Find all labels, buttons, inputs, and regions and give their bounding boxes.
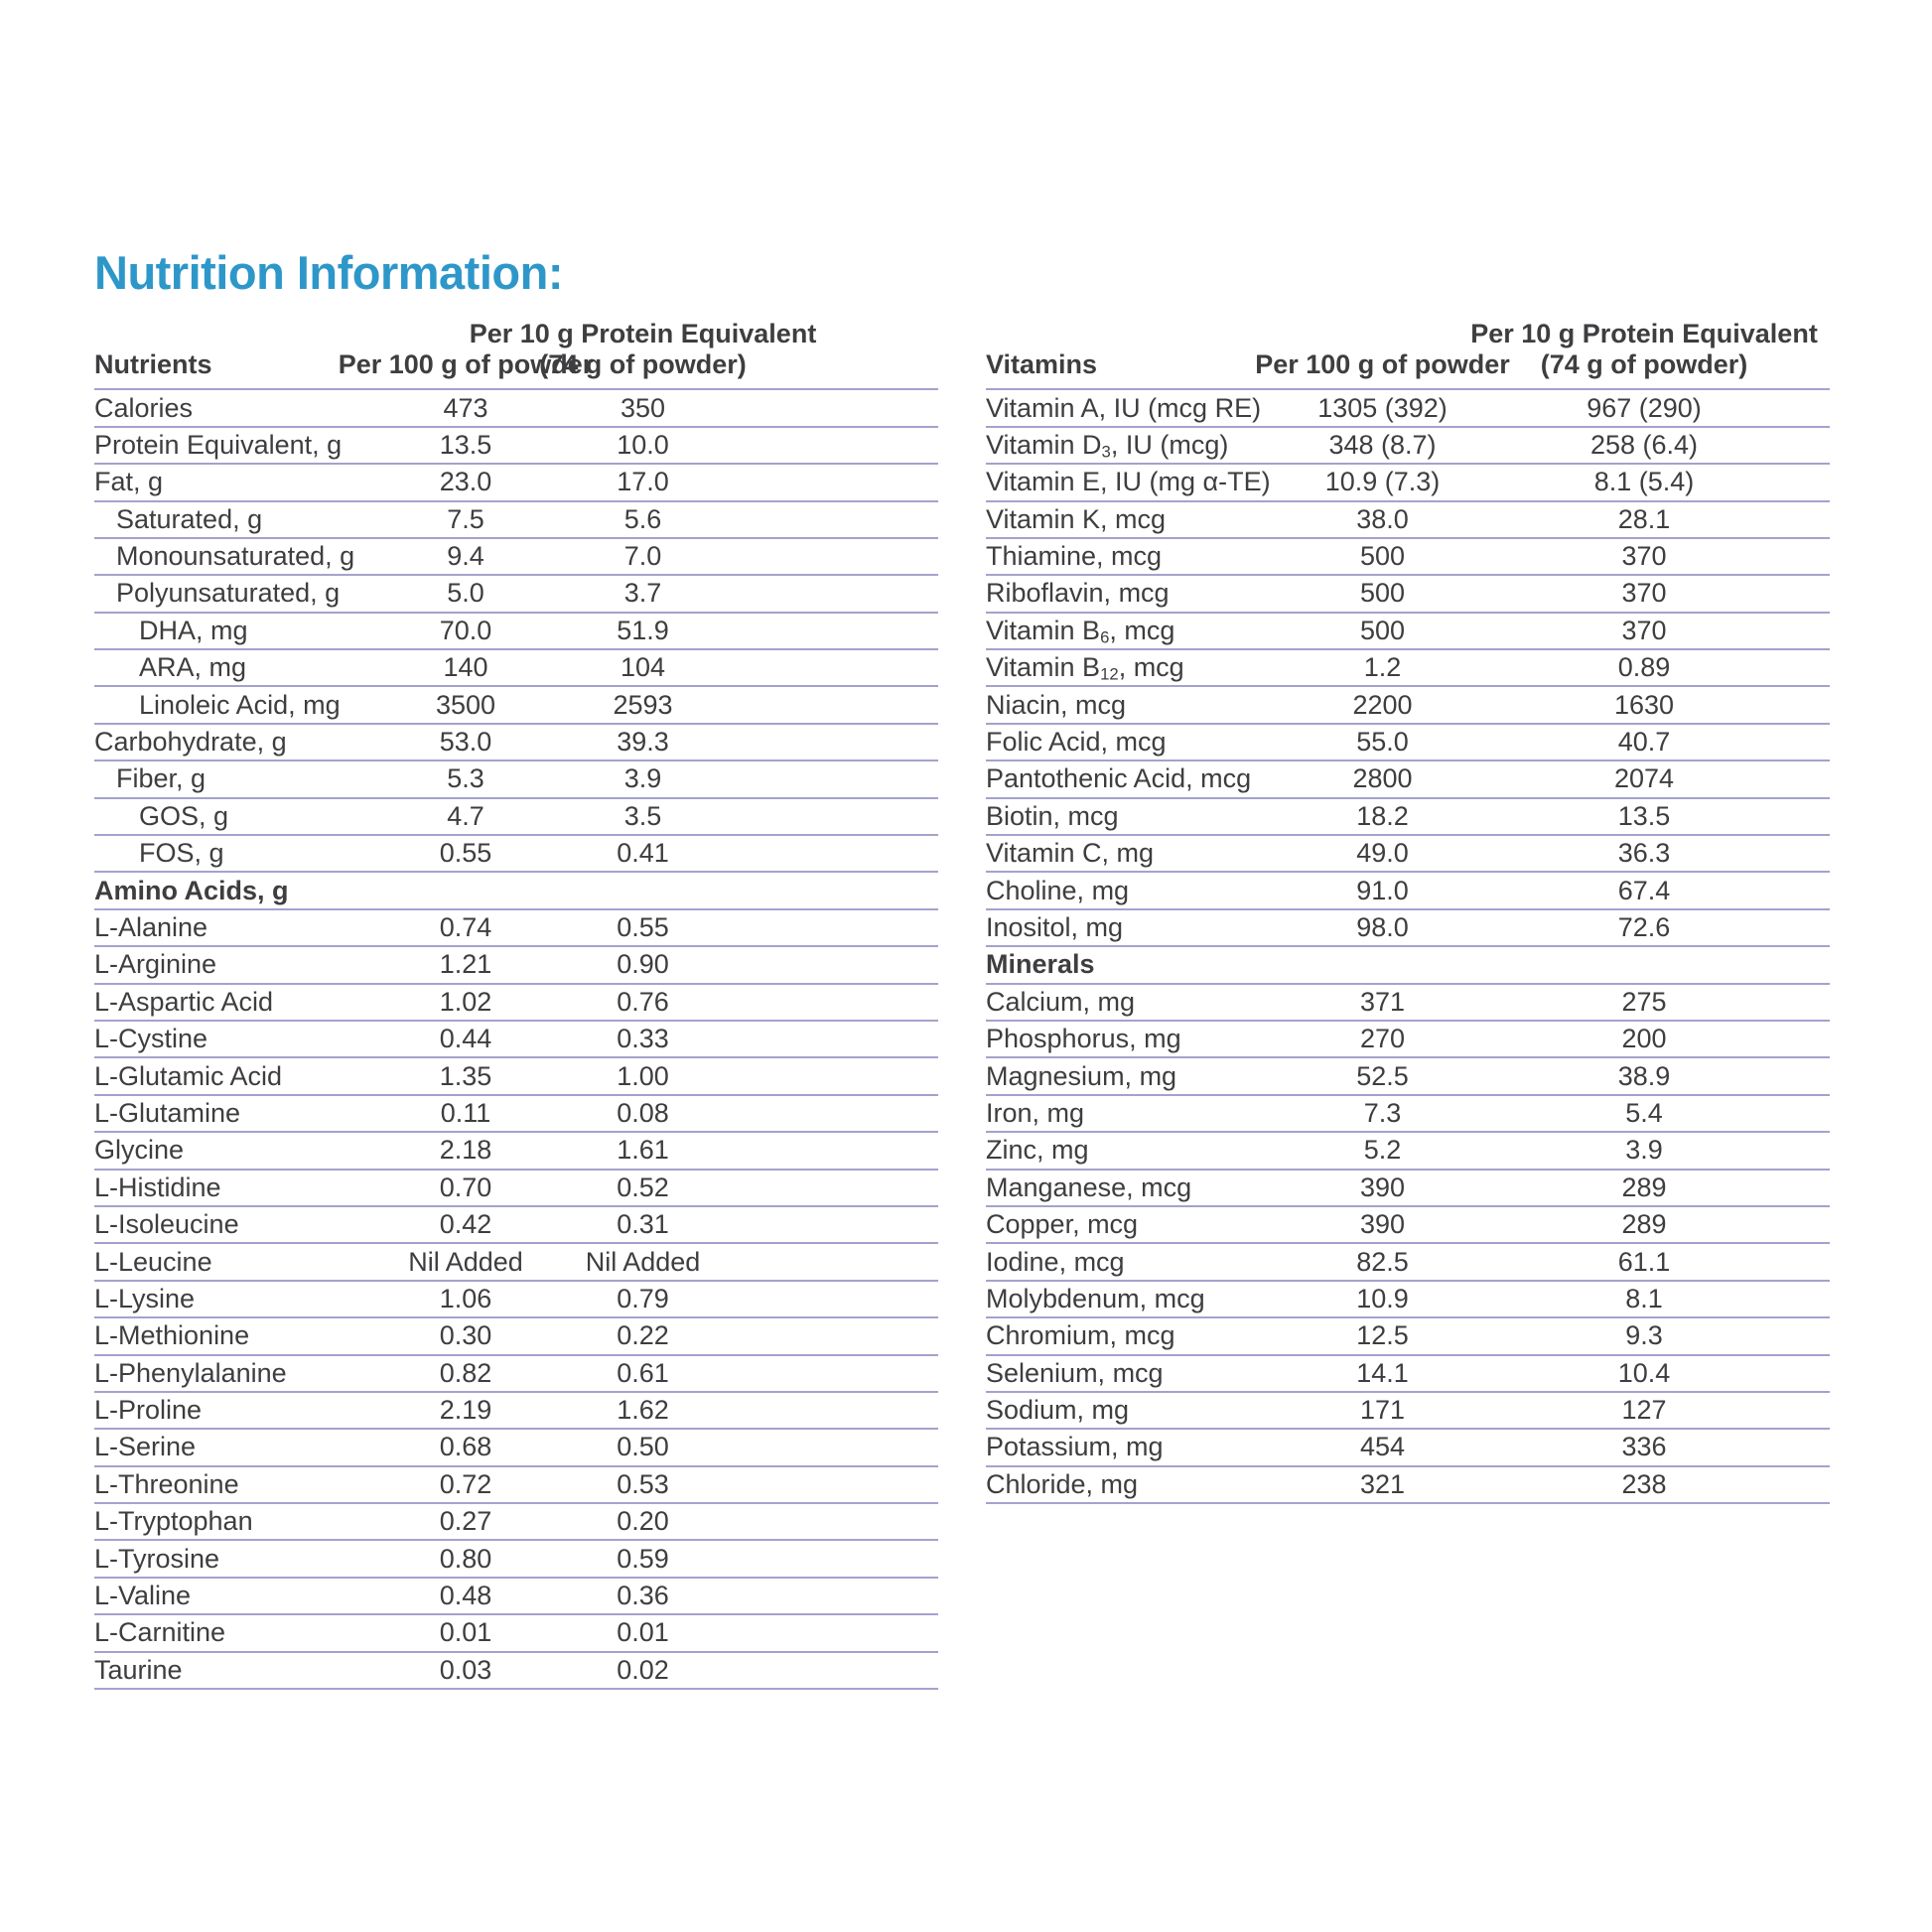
value-per-10g-protein: 0.61 [617,1357,669,1388]
value-per-10g-protein: 3.5 [623,800,662,831]
row-label: DHA, mg [139,615,248,645]
value-per-10g-protein: 0.08 [617,1097,669,1128]
value-per-100g: 500 [1359,615,1406,645]
value-per-10g-protein: 336 [1621,1432,1667,1462]
nutrition-information-panel [94,248,1842,1690]
row-label: L-Phenylalanine [94,1357,287,1388]
value-per-10g-protein: 8.1 [1625,1283,1663,1313]
value-per-10g-protein: 39.3 [617,727,669,758]
table-row [94,1318,938,1355]
table-row [986,465,1830,501]
value-per-100g: 390 [1359,1172,1406,1202]
table-row [94,1022,938,1058]
row-label: Iodine, mcg [986,1246,1125,1277]
row-label: L-Leucine [94,1246,212,1277]
table-row [94,1282,938,1318]
value-per-100g: 0.27 [439,1506,492,1537]
table-row [986,873,1830,909]
vitamins-minerals-table [986,309,1830,1504]
table-row [986,1430,1830,1466]
row-label: L-Lysine [94,1283,196,1313]
table-row [986,1318,1830,1355]
table-row [986,428,1830,465]
value-per-10g-protein: 5.4 [1625,1097,1663,1128]
value-per-100g: 0.42 [439,1209,492,1240]
value-per-100g: 70.0 [439,615,492,645]
value-per-100g: 49.0 [1356,838,1409,869]
value-per-100g: 0.48 [439,1581,492,1611]
value-per-10g-protein: 72.6 [1617,912,1671,942]
row-label: FOS, g [139,838,224,869]
row-label: Manganese, mcg [986,1172,1192,1202]
row-label: L-Glutamine [94,1097,241,1128]
value-per-100g: 52.5 [1356,1060,1409,1091]
table-row [94,650,938,687]
row-label: L-Arginine [94,949,217,980]
table-row [986,390,1830,427]
value-per-10g-protein: 2074 [1613,763,1675,794]
value-per-100g: 0.82 [439,1357,492,1388]
table-row [986,985,1830,1022]
table-row [94,1096,938,1133]
value-per-100g: 53.0 [439,727,492,758]
col-header-per-10g-protein: Per 10 g Protein Equivalent (74 g of powder) [469,318,817,380]
value-per-10g-protein: 0.89 [1617,652,1671,683]
value-per-10g-protein: 3.9 [1625,1135,1663,1166]
row-label: Iron, mg [986,1097,1085,1128]
value-per-10g-protein: 10.4 [1617,1357,1671,1388]
value-per-100g: 18.2 [1356,800,1409,831]
section-header-row [986,947,1830,984]
value-per-100g: 140 [443,652,488,683]
table-row [986,1058,1830,1095]
row-label: L-Valine [94,1581,192,1611]
value-per-10g-protein: 289 [1621,1172,1667,1202]
value-per-100g: 0.03 [439,1654,492,1685]
row-label: Calcium, mg [986,986,1136,1017]
value-per-100g: 0.30 [439,1320,492,1351]
value-per-100g: 1.35 [439,1060,492,1091]
value-per-100g: Nil Added [408,1246,523,1277]
row-label: Linoleic Acid, mg [139,689,341,720]
table-row [94,761,938,798]
table-row [986,799,1830,836]
table-row [94,1207,938,1244]
value-per-100g: 13.5 [439,429,492,460]
value-per-100g: 10.9 (7.3) [1324,467,1441,497]
row-label: L-Methionine [94,1320,250,1351]
table-row [94,1356,938,1393]
value-per-10g-protein: 10.0 [617,429,669,460]
value-per-10g-protein: 967 (290) [1587,392,1702,423]
value-per-10g-protein: 0.90 [617,949,669,980]
table-row [986,1244,1830,1281]
row-label: Folic Acid, mcg [986,727,1167,758]
row-label: Protein Equivalent, g [94,429,343,460]
value-per-100g: 5.3 [447,763,484,794]
value-per-100g: 5.2 [1363,1135,1402,1166]
col-header-per-10g-protein: Per 10 g Protein Equivalent (74 g of powder) [1470,318,1818,380]
table-row [986,1393,1830,1430]
value-per-100g: 500 [1359,541,1406,572]
value-per-10g-protein: 0.79 [617,1283,669,1313]
value-per-100g: 9.4 [447,541,484,572]
value-per-10g-protein: 5.6 [623,503,662,534]
row-label: Biotin, mcg [986,800,1119,831]
section-header-row [94,873,938,909]
col-header-vitamins: Vitamins [986,349,1098,380]
value-per-100g: 473 [443,392,488,423]
table-row [986,1096,1830,1133]
table-row [986,910,1830,947]
table-row [94,687,938,724]
table-row [94,576,938,613]
value-per-10g-protein: 67.4 [1617,875,1671,905]
value-per-100g: 0.44 [439,1024,492,1054]
row-label: L-Alanine [94,912,208,942]
row-label: ARA, mg [139,652,247,683]
value-per-100g: 0.11 [440,1097,491,1128]
value-per-100g: 1305 (392) [1317,392,1448,423]
value-per-10g-protein: 238 [1621,1468,1667,1499]
value-per-10g-protein: 200 [1621,1024,1667,1054]
value-per-100g: 0.01 [439,1617,492,1648]
table-row [986,1171,1830,1207]
value-per-10g-protein: 0.41 [617,838,669,869]
value-per-10g-protein: 2593 [613,689,673,720]
value-per-10g-protein: 0.53 [617,1468,669,1499]
row-label: Fat, g [94,467,164,497]
row-label: Chromium, mcg [986,1320,1175,1351]
value-per-10g-protein: Nil Added [585,1246,701,1277]
value-per-100g: 2.19 [439,1395,492,1426]
row-label: Minerals [986,949,1095,980]
value-per-10g-protein: 0.01 [617,1617,669,1648]
table-row [986,687,1830,724]
value-per-10g-protein: 0.59 [617,1543,669,1574]
vitamins-table-header [986,309,1830,388]
vitamins-table-body [986,388,1830,1504]
row-label: L-Serine [94,1432,197,1462]
value-per-10g-protein: 0.33 [617,1024,669,1054]
value-per-10g-protein: 275 [1621,986,1667,1017]
row-label: Thiamine, mcg [986,541,1163,572]
table-row [94,539,938,576]
value-per-10g-protein: 0.22 [617,1320,669,1351]
row-label: L-Isoleucine [94,1209,239,1240]
value-per-100g: 1.2 [1363,652,1402,683]
value-per-100g: 2800 [1352,763,1413,794]
value-per-10g-protein: 40.7 [1617,727,1671,758]
row-label: L-Carnitine [94,1617,226,1648]
table-row [94,1541,938,1578]
row-label: L-Proline [94,1395,203,1426]
value-per-100g: 55.0 [1356,727,1409,758]
value-per-100g: 0.74 [439,912,492,942]
row-label: Niacin, mcg [986,689,1127,720]
value-per-10g-protein: 1630 [1613,689,1675,720]
value-per-10g-protein: 0.20 [617,1506,669,1537]
row-label: Vitamin K, mcg [986,503,1167,534]
table-row [94,1058,938,1095]
row-label: L-Aspartic Acid [94,986,274,1017]
value-per-10g-protein: 289 [1621,1209,1667,1240]
table-row [94,428,938,465]
value-per-10g-protein: 0.52 [617,1172,669,1202]
value-per-10g-protein: 0.36 [617,1581,669,1611]
row-label: Riboflavin, mcg [986,578,1170,609]
table-row [94,985,938,1022]
row-label: L-Threonine [94,1468,239,1499]
row-label: Monounsaturated, g [116,541,355,572]
row-label: Polyunsaturated, g [116,578,341,609]
value-per-100g: 0.70 [439,1172,492,1202]
table-row [94,1467,938,1504]
value-per-100g: 1.21 [439,949,492,980]
table-row [986,576,1830,613]
row-label: Vitamin E, IU (mg α-TE) [986,467,1271,497]
table-row [94,465,938,501]
row-label: L-Glutamic Acid [94,1060,283,1091]
table-row [94,947,938,984]
table-row [986,761,1830,798]
table-row [986,1282,1830,1318]
value-per-100g: 14.1 [1356,1357,1409,1388]
value-per-100g: 1.06 [439,1283,492,1313]
table-row [94,1171,938,1207]
value-per-10g-protein: 370 [1621,541,1667,572]
col-header-per-100g: Per 100 g of powder [1255,349,1510,380]
row-label: Pantothenic Acid, mcg [986,763,1252,794]
row-label: GOS, g [139,800,229,831]
value-per-100g: 38.0 [1356,503,1409,534]
value-per-10g-protein: 17.0 [617,467,669,497]
table-row [94,910,938,947]
row-label: Glycine [94,1135,185,1166]
value-per-100g: 390 [1359,1209,1406,1240]
nutrients-table-body [94,388,938,1690]
table-row [94,502,938,539]
table-row [94,1615,938,1652]
table-row [94,1504,938,1541]
table-row [986,1207,1830,1244]
row-label: Selenium, mcg [986,1357,1164,1388]
value-per-10g-protein: 350 [620,392,666,423]
table-row [986,725,1830,761]
value-per-100g: 0.72 [439,1468,492,1499]
row-label: Vitamin $B_{12}$, mcg [986,652,1184,684]
table-row [94,390,938,427]
table-row [94,1579,938,1615]
row-label: Choline, mg [986,875,1130,905]
row-label: Zinc, mg [986,1135,1089,1166]
value-per-10g-protein: 0.02 [617,1654,669,1685]
value-per-100g: 321 [1359,1468,1406,1499]
row-label: Calories [94,392,194,423]
nutrients-table [94,309,938,1690]
row-label: Inositol, mg [986,912,1124,942]
table-row [986,1022,1830,1058]
value-per-100g: 91.0 [1356,875,1409,905]
value-per-100g: 2.18 [439,1135,492,1166]
value-per-100g: 10.9 [1356,1283,1409,1313]
value-per-100g: 270 [1359,1024,1406,1054]
row-label: Carbohydrate, g [94,727,287,758]
row-label: Amino Acids, g [94,875,289,905]
col-header-per-100g: Per 100 g of powder [338,349,594,380]
table-row [986,539,1830,576]
row-label: Saturated, g [116,503,263,534]
value-per-10g-protein: 61.1 [1617,1246,1671,1277]
value-per-10g-protein: 1.61 [617,1135,669,1166]
nutrients-table-header [94,309,938,388]
row-label: Vitamin A, IU (mcg RE) [986,392,1262,423]
value-per-10g-protein: 51.9 [617,615,669,645]
table-row [986,1467,1830,1504]
value-per-10g-protein: 9.3 [1625,1320,1663,1351]
value-per-100g: 3500 [435,689,496,720]
row-label: Fiber, g [116,763,207,794]
row-label: Magnesium, mg [986,1060,1177,1091]
table-row [94,1244,938,1281]
table-row [94,614,938,650]
value-per-10g-protein: 127 [1621,1395,1667,1426]
value-per-10g-protein: 3.9 [623,763,662,794]
table-row [94,1133,938,1170]
value-per-10g-protein: 258 (6.4) [1589,429,1699,460]
row-label: Chloride, mg [986,1468,1139,1499]
table-row [986,650,1830,687]
value-per-10g-protein: 38.9 [1617,1060,1671,1091]
row-label: Sodium, mg [986,1395,1130,1426]
value-per-100g: 98.0 [1356,912,1409,942]
value-per-10g-protein: 0.50 [617,1432,669,1462]
table-row [94,1430,938,1466]
row-label: Molybdenum, mcg [986,1283,1205,1313]
table-row [986,836,1830,873]
table-row [986,1356,1830,1393]
table-row [986,502,1830,539]
value-per-100g: 82.5 [1356,1246,1409,1277]
row-label: L-Tryptophan [94,1506,253,1537]
value-per-10g-protein: 370 [1621,578,1667,609]
row-label: Taurine [94,1654,183,1685]
value-per-100g: 7.3 [1363,1097,1402,1128]
value-per-100g: 371 [1359,986,1406,1017]
row-label: Phosphorus, mg [986,1024,1181,1054]
value-per-100g: 12.5 [1356,1320,1409,1351]
row-label: Vitamin $B_6$, mcg [986,615,1175,647]
value-per-100g: 171 [1359,1395,1406,1426]
value-per-10g-protein: 0.76 [617,986,669,1017]
value-per-100g: 2200 [1352,689,1413,720]
value-per-100g: 7.5 [447,503,484,534]
value-per-10g-protein: 36.3 [1617,838,1671,869]
value-per-100g: 500 [1359,578,1406,609]
row-label: L-Tyrosine [94,1543,220,1574]
row-label: Copper, mcg [986,1209,1139,1240]
value-per-10g-protein: 0.55 [617,912,669,942]
value-per-10g-protein: 13.5 [1617,800,1671,831]
value-per-100g: 0.80 [439,1543,492,1574]
value-per-100g: 0.68 [439,1432,492,1462]
value-per-100g: 454 [1359,1432,1406,1462]
value-per-100g: 0.55 [439,838,492,869]
row-label: L-Histidine [94,1172,221,1202]
value-per-100g: 348 (8.7) [1328,429,1437,460]
table-row [94,799,938,836]
value-per-10g-protein: 8.1 (5.4) [1593,467,1695,497]
value-per-10g-protein: 0.31 [617,1209,669,1240]
page-title: Nutrition Information: [94,246,563,299]
table-row [94,725,938,761]
tables-container [94,309,1842,1690]
row-label: Vitamin C, mg [986,838,1155,869]
value-per-10g-protein: 1.62 [617,1395,669,1426]
value-per-10g-protein: 7.0 [623,541,662,572]
value-per-100g: 1.02 [439,986,492,1017]
value-per-10g-protein: 28.1 [1617,503,1671,534]
value-per-100g: 4.7 [447,800,484,831]
row-label: Potassium, mg [986,1432,1164,1462]
table-row [94,836,938,873]
table-row [94,1393,938,1430]
table-row [94,1653,938,1690]
value-per-10g-protein: 370 [1621,615,1667,645]
row-label: L-Cystine [94,1024,208,1054]
table-row [986,614,1830,650]
value-per-10g-protein: 1.00 [617,1060,669,1091]
value-per-10g-protein: 104 [620,652,666,683]
value-per-10g-protein: 3.7 [623,578,662,609]
value-per-100g: 5.0 [447,578,484,609]
row-label: Vitamin $D_3$, IU (mcg) [986,429,1229,462]
value-per-100g: 23.0 [439,467,492,497]
col-header-nutrients: Nutrients [94,349,212,380]
table-row [986,1133,1830,1170]
